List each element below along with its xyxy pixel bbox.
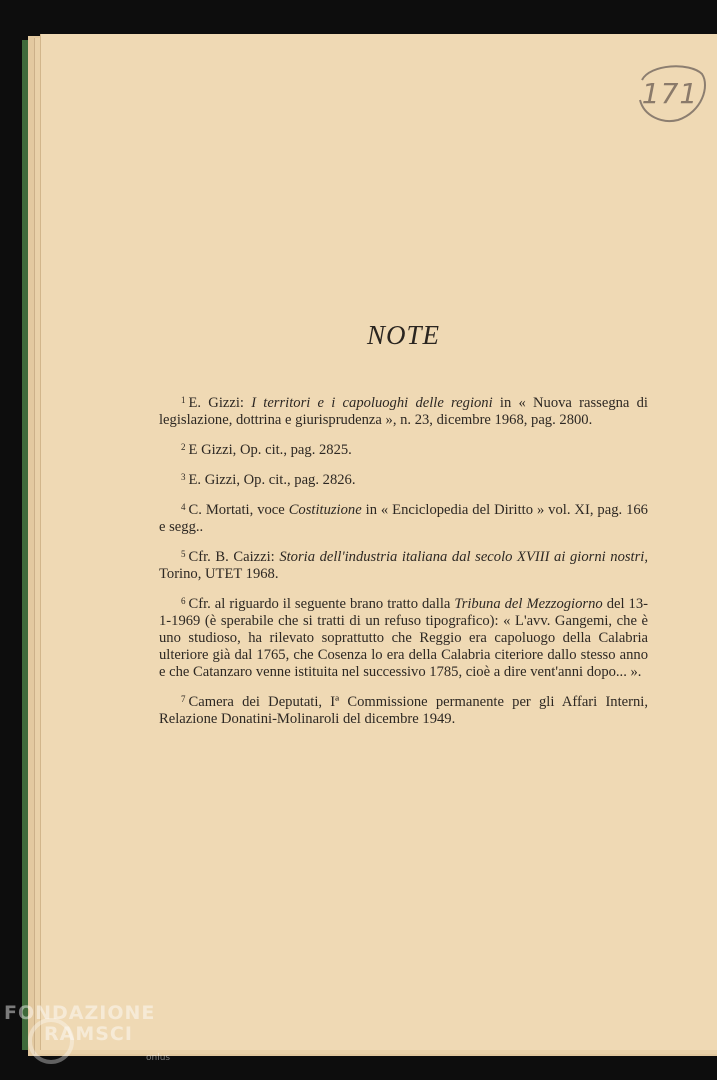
- page-title: NOTE: [366, 320, 441, 350]
- footnote-number: 7: [181, 694, 186, 704]
- watermark-line2: RAMSCI: [44, 1023, 133, 1045]
- footnote-italic-text: I territori e i capoluoghi delle regioni: [251, 395, 493, 411]
- watermark-sub: onlus: [146, 1053, 171, 1063]
- footnote-7: [159, 691, 648, 728]
- footnote-text: in « Enciclopedia del Diritto » vol. XI, pag. 166 e segg..: [159, 502, 648, 535]
- footnote-6: [159, 593, 648, 681]
- footnote-5: [159, 546, 648, 583]
- footnote-italic-text: Tribuna del Mezzogiorno: [454, 596, 603, 612]
- footnote-text: E. Gizzi, Op. cit., pag. 2826.: [188, 472, 356, 488]
- footnote-4: [159, 499, 648, 536]
- footnote-number: 2: [181, 442, 186, 452]
- footnote-number: 1: [181, 395, 186, 405]
- watermark: [4, 1003, 155, 1045]
- footnote-number: 4: [181, 502, 186, 512]
- footnote-number: 6: [181, 596, 186, 606]
- footnote-text: Torino, UTET 1968.: [159, 566, 279, 582]
- notes-list: [159, 392, 648, 738]
- watermark-line1: FONDAZIONE: [4, 1002, 156, 1024]
- footnote-number: 5: [181, 549, 186, 559]
- footnote-italic-text: Costituzione: [288, 502, 362, 518]
- footnote-text: E. Gizzi:: [188, 395, 252, 411]
- footnote-2: [159, 439, 648, 459]
- footnote-3: [159, 469, 648, 489]
- footnote-text: in « Nuova rassegna di legislazione, dottrina e giurisprudenza », n. 23, dicembre 1968, pag. 2800.: [159, 395, 648, 428]
- footnote-text: Cfr. al riguardo il seguente brano tratto dalla: [188, 596, 455, 612]
- footnote-text: C. Mortati, voce: [188, 502, 289, 518]
- footnote-italic-text: Storia dell'industria italiana dal secolo XVIII ai giorni nostri,: [279, 549, 648, 565]
- footnote-text: Camera dei Deputati, Iª Commissione permanente per gli Affari Interni, Relazione Donatini-Molinaroli del dicembre 1949.: [159, 694, 648, 727]
- footnote-text: Cfr. B. Caizzi:: [188, 549, 280, 565]
- footnote-1: [159, 392, 648, 429]
- page-number: 171: [641, 76, 699, 110]
- footnote-text: del 13-1-1969 (è sperabile che si tratti di un refuso tipografico): « L'avv. Gangemi, che è uno studioso, ha rilevato soprattutto che Reggio era capoluogo della Calabria ulteriore già dal 1765, che Cosenza lo era della Calabria citeriore dallo stesso anno e che Catanzaro venne istituita nel successivo 1785, cioè a dire vent'anni dopo... ».: [159, 596, 648, 680]
- footnote-number: 3: [181, 472, 186, 482]
- footnote-text: E Gizzi, Op. cit., pag. 2825.: [188, 442, 352, 458]
